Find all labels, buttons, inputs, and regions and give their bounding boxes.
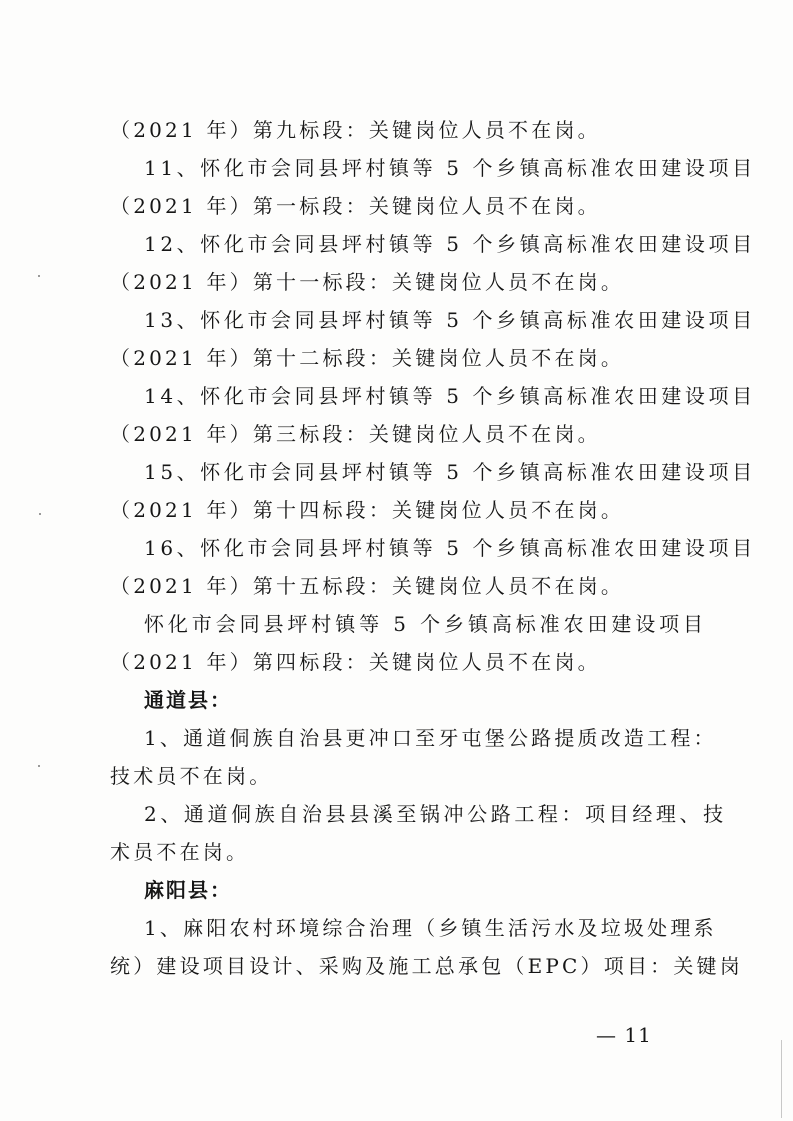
- text-line: 1、麻阳农村环境综合治理（乡镇生活污水及垃圾处理系: [144, 916, 717, 940]
- scan-speck: [38, 275, 40, 277]
- section-heading: 通道县：: [144, 688, 232, 712]
- text-line: （2021 年）第十五标段：关键岗位人员不在岗。: [110, 574, 625, 598]
- page-number: — 11: [596, 1023, 652, 1047]
- text-line: 技术员不在岗。: [110, 764, 273, 788]
- text-line: 13、怀化市会同县坪村镇等 5 个乡镇高标准农田建设项目: [144, 308, 756, 332]
- text-line: （2021 年）第十一标段：关键岗位人员不在岗。: [110, 270, 625, 294]
- text-line: （2021 年）第三标段：关键岗位人员不在岗。: [110, 422, 601, 446]
- text-line: 15、怀化市会同县坪村镇等 5 个乡镇高标准农田建设项目: [144, 460, 756, 484]
- text-line: （2021 年）第九标段：关键岗位人员不在岗。: [110, 118, 601, 142]
- text-line: 1、通道侗族自治县更冲口至牙屯堡公路提质改造工程：: [144, 726, 717, 750]
- scan-edge-line: [781, 1040, 782, 1118]
- text-line: 术员不在岗。: [110, 840, 250, 864]
- text-line: （2021 年）第十四标段：关键岗位人员不在岗。: [110, 498, 625, 522]
- text-line: 2、通道侗族自治县县溪至锅冲公路工程：项目经理、技: [144, 802, 727, 826]
- scan-speck: [39, 513, 41, 515]
- text-line: （2021 年）第一标段：关键岗位人员不在岗。: [110, 194, 601, 218]
- text-line: （2021 年）第四标段：关键岗位人员不在岗。: [110, 650, 601, 674]
- text-line: 16、怀化市会同县坪村镇等 5 个乡镇高标准农田建设项目: [144, 536, 756, 560]
- text-line: （2021 年）第十二标段：关键岗位人员不在岗。: [110, 346, 625, 370]
- text-line: 14、怀化市会同县坪村镇等 5 个乡镇高标准农田建设项目: [144, 384, 756, 408]
- text-line: 怀化市会同县坪村镇等 5 个乡镇高标准农田建设项目: [144, 612, 707, 636]
- scan-speck: [38, 765, 40, 767]
- text-line: 11、怀化市会同县坪村镇等 5 个乡镇高标准农田建设项目: [144, 156, 756, 180]
- section-heading: 麻阳县：: [144, 878, 232, 902]
- text-line: 统）建设项目设计、采购及施工总承包（EPC）项目：关键岗: [110, 954, 743, 978]
- text-line: 12、怀化市会同县坪村镇等 5 个乡镇高标准农田建设项目: [144, 232, 756, 256]
